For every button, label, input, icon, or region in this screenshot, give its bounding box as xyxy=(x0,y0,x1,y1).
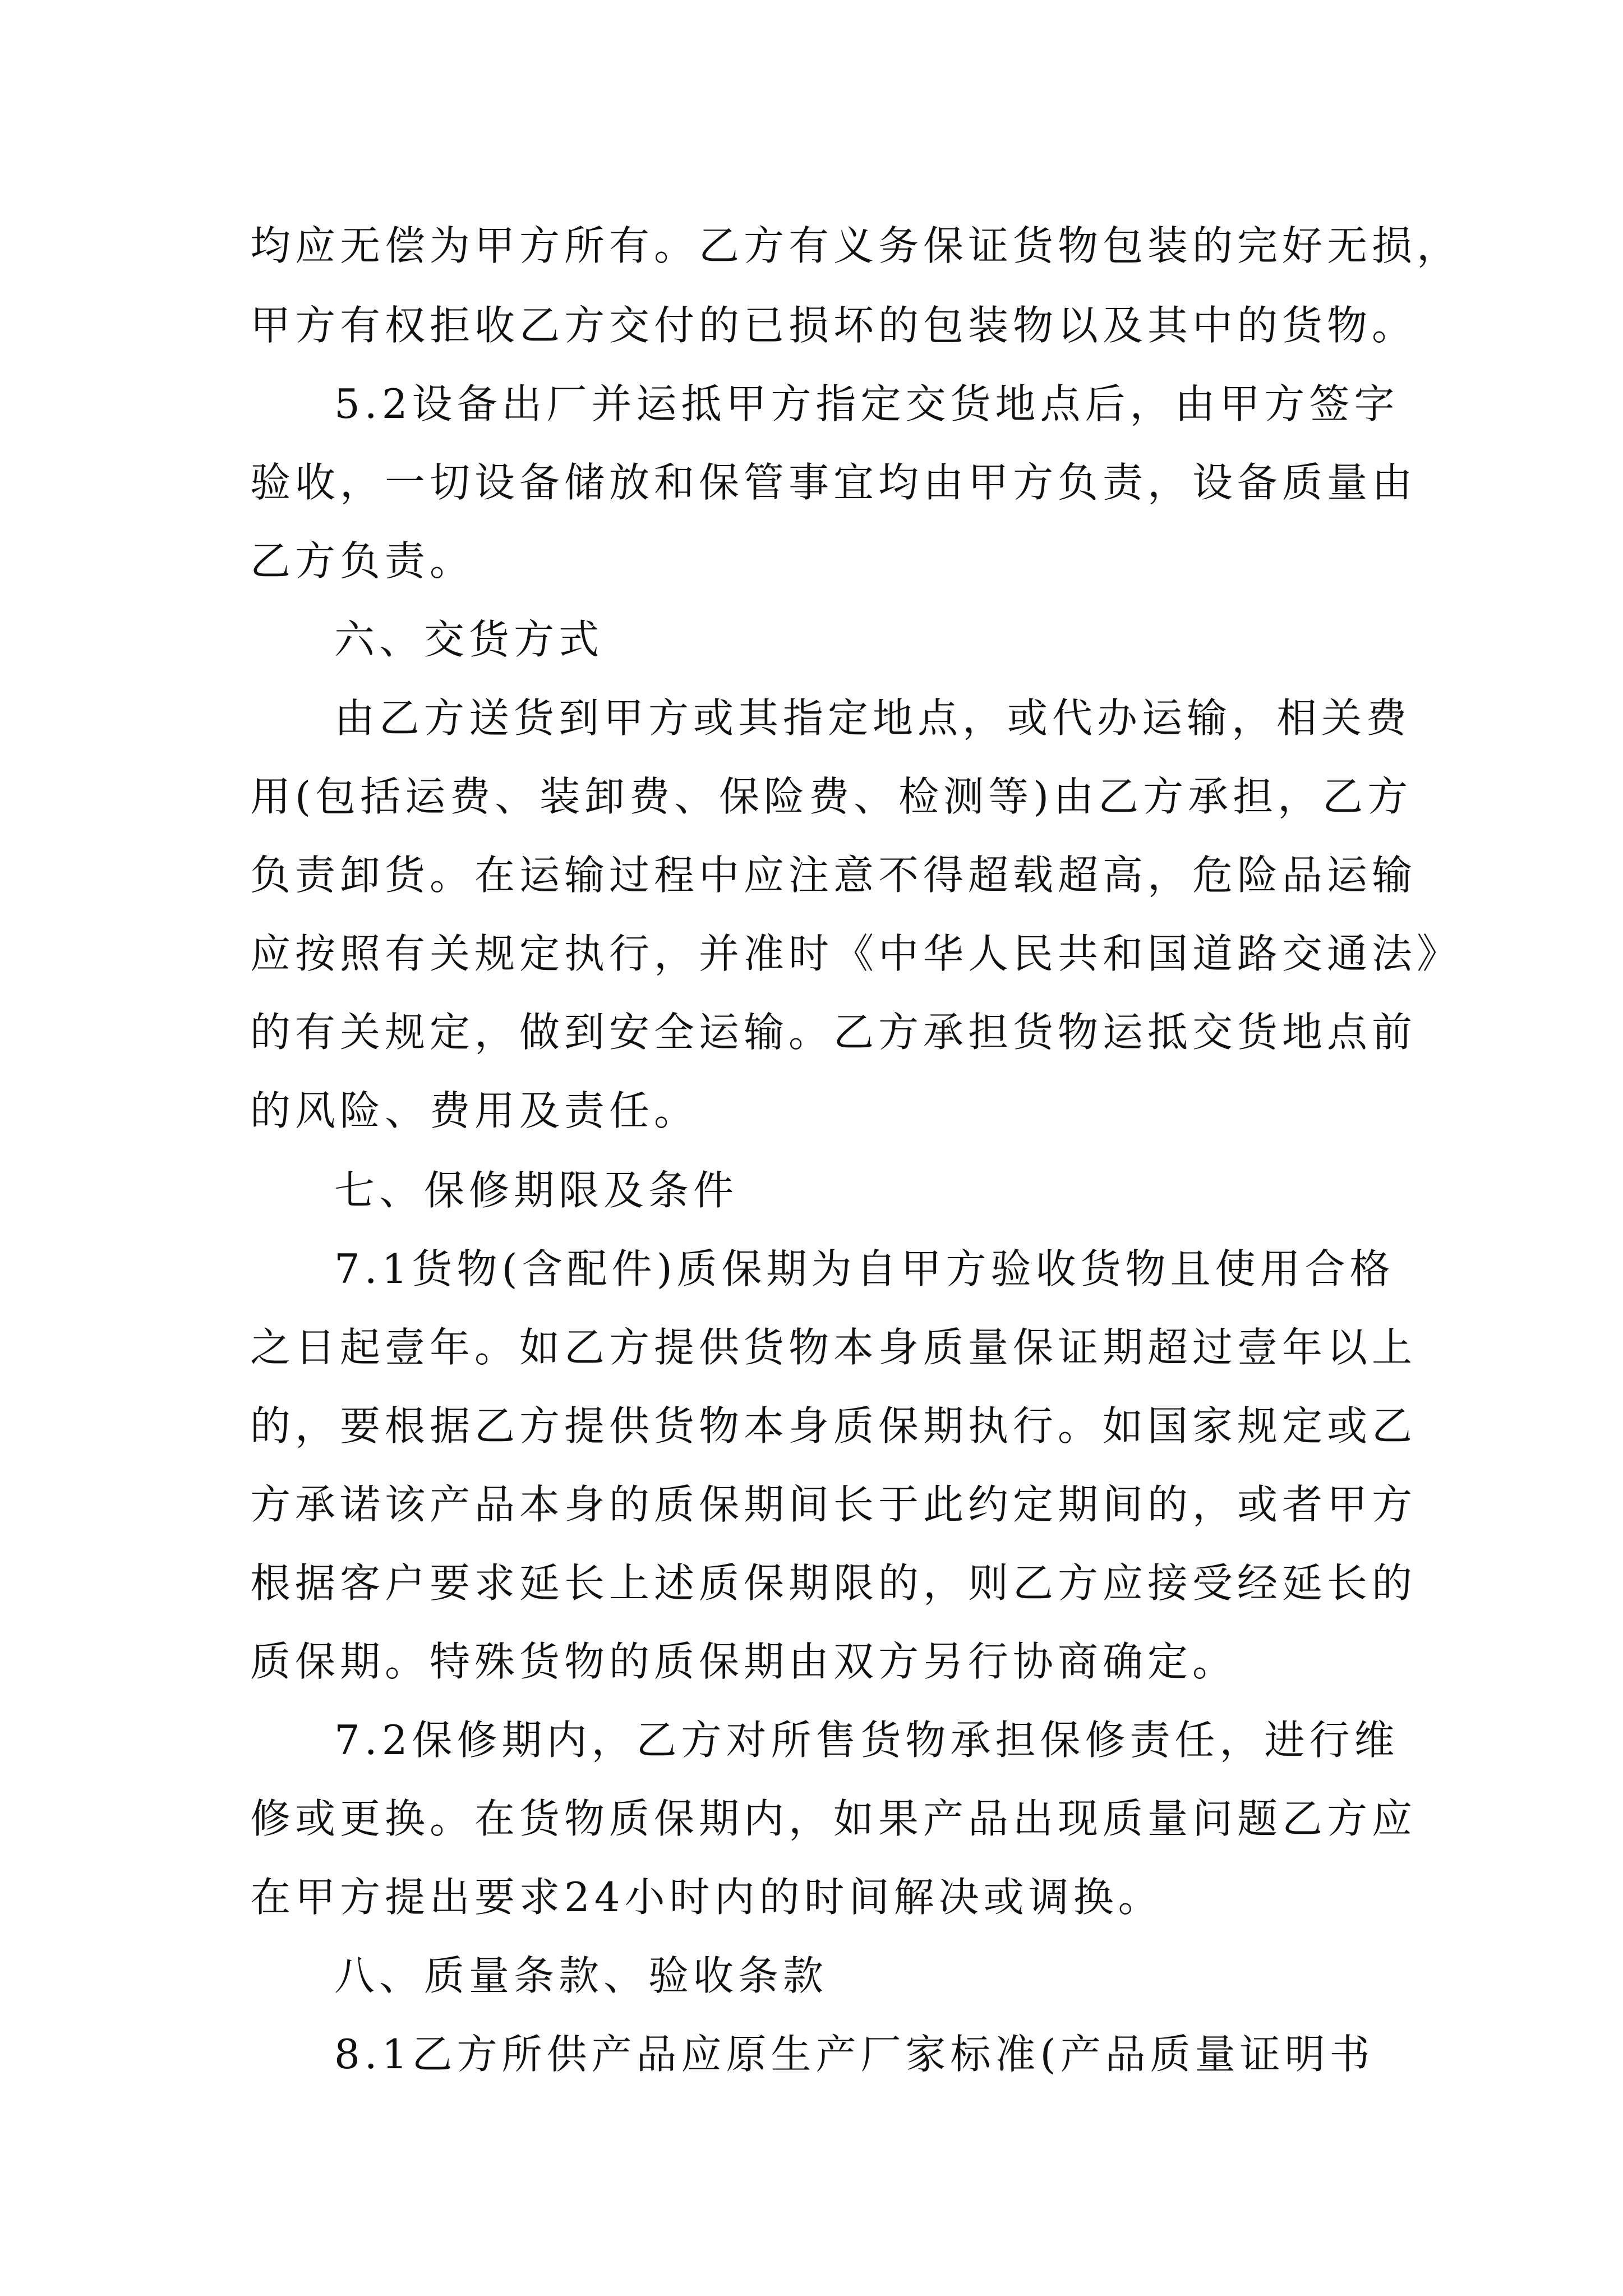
section-heading: 七、保修期限及条件 xyxy=(334,1167,739,1214)
paragraph-line: 在甲方提出要求24小时内的时间解决或调换。 xyxy=(250,1874,1163,1921)
paragraph-line: 乙方负责。 xyxy=(250,537,475,585)
paragraph-line: 8.1乙方所供产品应原生产厂家标准(产品质量证明书 xyxy=(334,2031,1375,2078)
paragraph-line: 由乙方送货到甲方或其指定地点，或代办运输，相关费 xyxy=(334,694,1412,742)
paragraph-line: 应按照有关规定执行，并准时《中华人民共和国道路交通法》 xyxy=(250,930,1462,977)
paragraph-line: 方承诺该产品本身的质保期间长于此约定期间的，或者甲方 xyxy=(250,1481,1417,1528)
paragraph-line: 用(包括运费、装卸费、保险费、检测等)由乙方承担，乙方 xyxy=(250,773,1413,820)
paragraph-line: 根据客户要求延长上述质保期限的，则乙方应接受经延长的 xyxy=(250,1559,1417,1607)
paragraph-line: 修或更换。在货物质保期内，如果产品出现质量问题乙方应 xyxy=(250,1795,1417,1842)
paragraph-line: 验收，一切设备储放和保管事宜均由甲方负责，设备质量由 xyxy=(250,459,1417,506)
paragraph-line: 甲方有权拒收乙方交付的已损坏的包装物以及其中的货物。 xyxy=(250,302,1417,349)
paragraph-line: 5.2设备出厂并运抵甲方指定交货地点后，由甲方签字 xyxy=(334,380,1399,427)
paragraph-line: 质保期。特殊货物的质保期由双方另行协商确定。 xyxy=(250,1638,1238,1685)
paragraph-line: 7.2保修期内，乙方对所售货物承担保修责任，进行维 xyxy=(334,1717,1399,1764)
section-heading: 八、质量条款、验收条款 xyxy=(334,1952,828,1999)
paragraph-line: 负责卸货。在运输过程中应注意不得超载超高，危险品运输 xyxy=(250,852,1417,899)
section-heading: 六、交货方式 xyxy=(334,616,604,663)
paragraph-line: 均应无偿为甲方所有。乙方有义务保证货物包装的完好无损， xyxy=(250,222,1462,269)
paragraph-line: 的风险、费用及责任。 xyxy=(250,1087,699,1134)
paragraph-line: 7.1货物(含配件)质保期为自甲方验收货物且使用合格 xyxy=(334,1245,1395,1292)
paragraph-line: 之日起壹年。如乙方提供货物本身质量保证期超过壹年以上 xyxy=(250,1324,1417,1371)
paragraph-line: 的有关规定，做到安全运输。乙方承担货物运抵交货地点前 xyxy=(250,1009,1417,1056)
paragraph-line: 的，要根据乙方提供货物本身质保期执行。如国家规定或乙 xyxy=(250,1402,1417,1450)
